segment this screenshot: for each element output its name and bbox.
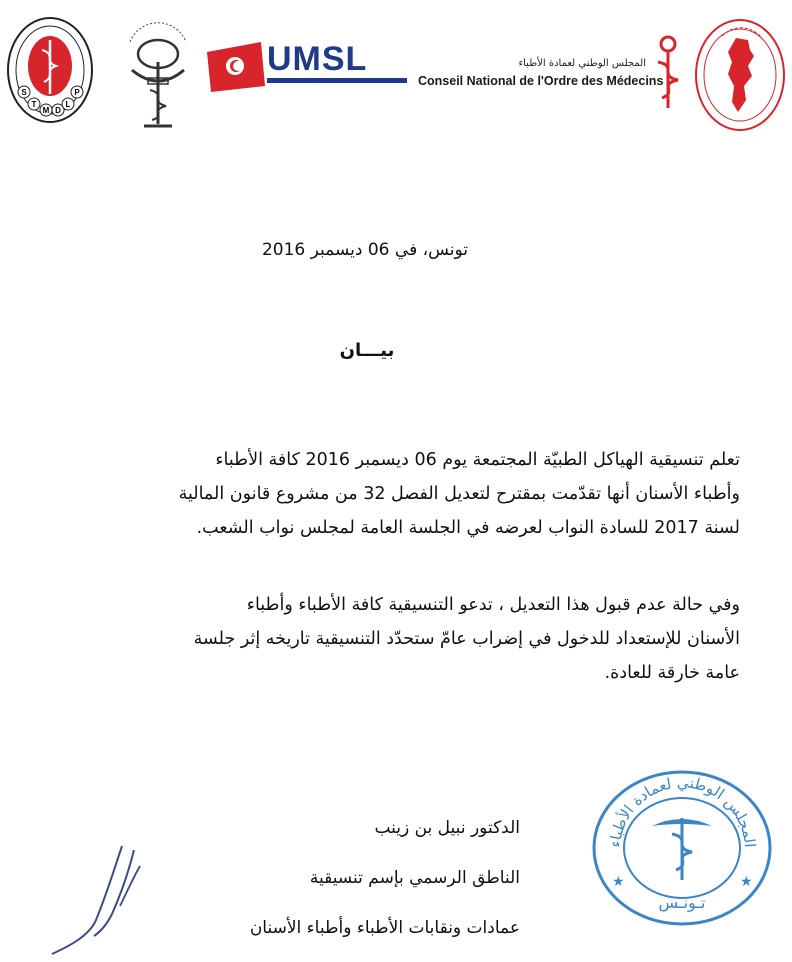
star-icon: ★ xyxy=(740,874,753,890)
stmdlp-letter: P xyxy=(74,88,80,97)
stamp-city: تـونـس xyxy=(658,893,706,912)
stmdlp-letter: M xyxy=(42,106,50,115)
document-date: تونس، في 06 ديسمبر 2016 xyxy=(261,240,469,260)
cnom-caduceus-icon xyxy=(648,32,688,112)
paragraph-1 xyxy=(28,443,740,545)
official-stamp xyxy=(590,768,775,928)
stmdlp-letter: S xyxy=(21,88,27,97)
cnom-header xyxy=(418,52,664,102)
signatory-role: الناطق الرسمي بإسم تنسيقية xyxy=(309,868,520,888)
umsl-logo xyxy=(205,36,410,96)
tunisia-map-logo xyxy=(692,16,788,134)
stmdlp-logo xyxy=(4,14,96,126)
pharmacists-order-logo xyxy=(122,12,194,134)
paragraph-line: تعلم تنسيقية الهياكل الطبيّة المجتمعة يوم 06 ديسمبر 2016 كافة الأطباء xyxy=(215,450,740,470)
pharmacy-bowl-icon xyxy=(122,12,194,134)
stamp-ring-text: المجلس الوطني لعمادة الأطباء xyxy=(605,773,759,849)
umsl-wordmark: UMSL xyxy=(267,40,368,78)
cnom-french-name: Conseil National de l'Ordre des Médecins xyxy=(418,74,664,88)
paragraph-line: وفي حالة عدم قبول هذا التعديل ، تدعو التنسيقية كافة الأطباء وأطباء xyxy=(246,595,740,615)
paragraph-line: عامة خارقة للعادة. xyxy=(604,663,740,683)
stmdlp-letter: D xyxy=(55,106,61,115)
stmdlp-letter: L xyxy=(65,100,71,109)
paragraph-line: وأطباء الأسنان أنها تقدّمت بمقترح لتعديل الفصل 32 من مشروع قانون المالية xyxy=(178,484,740,504)
signatory-name: الدكتور نبيل بن زينب xyxy=(374,818,520,838)
signatory-organization: عمادات ونقابات الأطباء وأطباء الأسنان xyxy=(249,918,520,938)
paragraph-line: لسنة 2017 للسادة النواب لعرضه في الجلسة العامة لمجلس نواب الشعب. xyxy=(196,518,740,538)
document-title: بيـــان xyxy=(339,340,395,361)
star-icon: ★ xyxy=(612,874,625,890)
paragraph-2 xyxy=(28,588,740,690)
cnom-arabic-name: المجلس الوطني لعمادة الأطباء xyxy=(518,58,646,69)
paragraph-line: الأسنان للإستعداد للدخول في إضراب عامّ ستحدّد التنسيقية تاريخه إثر جلسة xyxy=(193,629,740,649)
handwritten-signature xyxy=(40,840,170,958)
stmdlp-letter: T xyxy=(31,100,37,109)
caduceus-icon xyxy=(652,818,712,880)
